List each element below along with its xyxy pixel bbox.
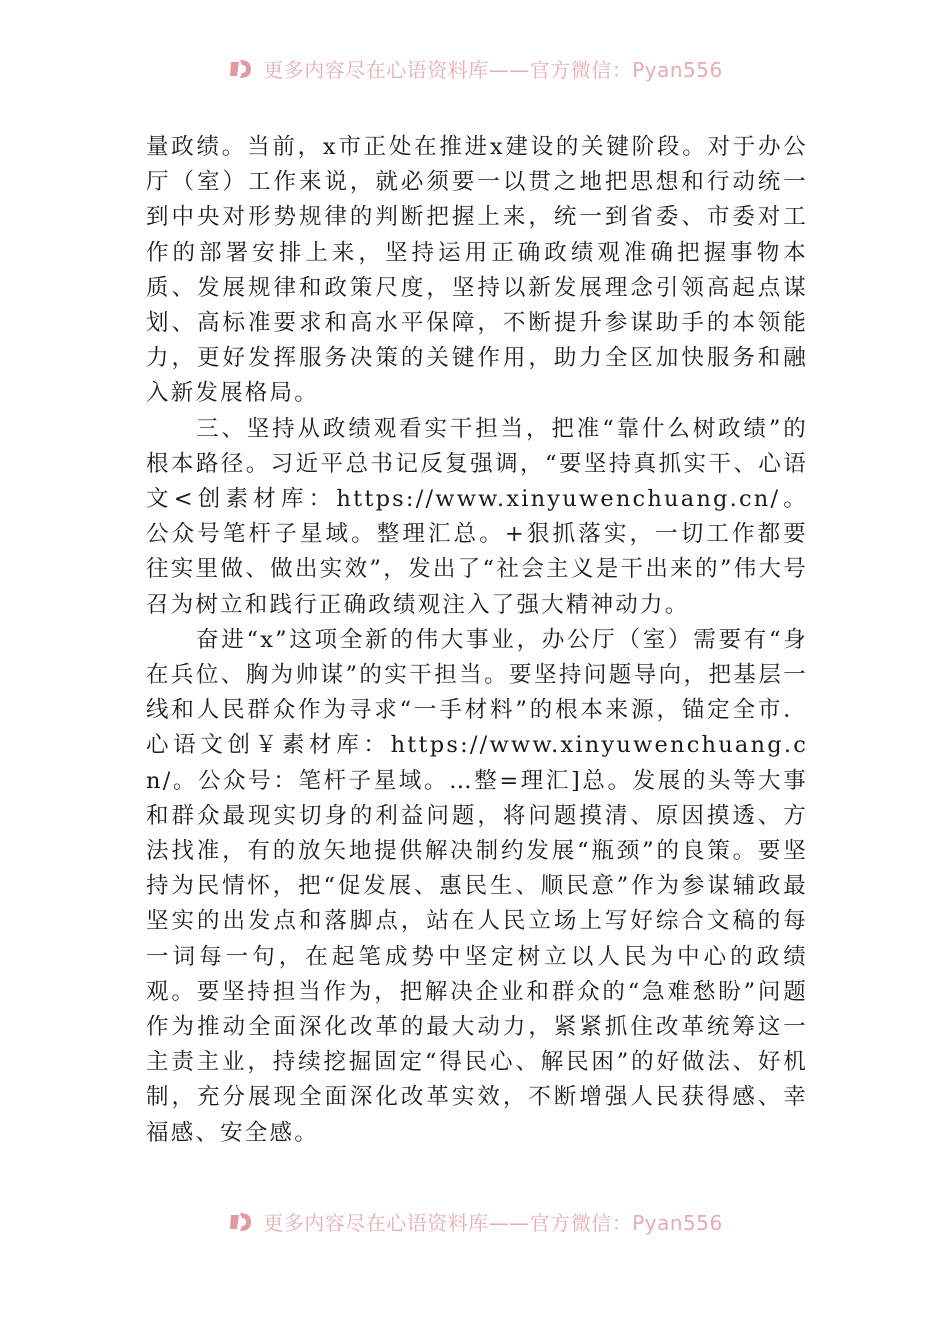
header-watermark	[0, 54, 950, 83]
paragraph-3: 奋进“x”这项全新的伟大事业，办公厅（室）需要有“身在兵位、胸为帅谋”的实干担当。要坚持问题导向，把基层一线和人民群众作为寻求“一手材料”的根本来源，锚定全市．心语文创￥素材库：https://www.xinyuwenchuang.cn/。公众号：笔杆子星域。…整=理汇]总。发展的头等大事和群众最现实切身的利益问题，将问题摸清、原因摸透、方法找准，有的放矢地提供解决制约发展“瓶颈”的良策。要坚持为民情怀，把“促发展、惠民生、顺民意”作为参谋辅政最坚实的出发点和落脚点，站在人民立场上写好综合文稿的每一词每一句，在起笔成势中坚定树立以人民为中心的政绩观。要坚持担当作为，把解决企业和群众的“急难愁盼”问题作为推动全面深化改革的最大动力，紧紧抓住改革统筹这一主责主业，持续挖掘固定“得民心、解民困”的好做法、好机制，充分展现全面深化改革实效，不断增强人民获得感、幸福感、安全感。	[146, 626, 808, 1146]
watermark-text: 更多内容尽在心语资料库——官方微信：Pyan556	[263, 58, 723, 82]
paragraph-1: 量政绩。当前，x市正处在推进x建设的关键阶段。对于办公厅（室）工作来说，就必须要一以贯之地把思想和行动统一到中央对形势规律的判断把握上来，统一到省委、市委对工作的部署安排上来，坚持运用正确政绩观准确把握事物本质、发展规律和政策尺度，坚持以新发展理念引领高起点谋划、高标准要求和高水平保障，不断提升参谋助手的本领能力，更好发挥服务决策的关键作用，助力全区加快服务和融入新发展格局。	[146, 134, 808, 407]
watermark-text: 更多内容尽在心语资料库——官方微信：Pyan556	[263, 1211, 723, 1235]
footer-watermark	[0, 1207, 950, 1236]
brand-logo-icon	[227, 56, 255, 82]
paragraph-2: 三、坚持从政绩观看实干担当，把准“靠什么树政绩”的根本路径。习近平总书记反复强调，“要坚持真抓实干、心语文<创素材库：https://www.xinyuwenchuang.cn/。公众号笔杆子星域。整理汇总。+狠抓落实，一切工作都要往实里做、做出实效”，发出了“社会主义是干出来的”伟大号召为树立和践行正确政绩观注入了强大精神动力。	[146, 415, 808, 618]
brand-logo-icon	[227, 1209, 255, 1235]
document-body	[146, 130, 808, 1151]
